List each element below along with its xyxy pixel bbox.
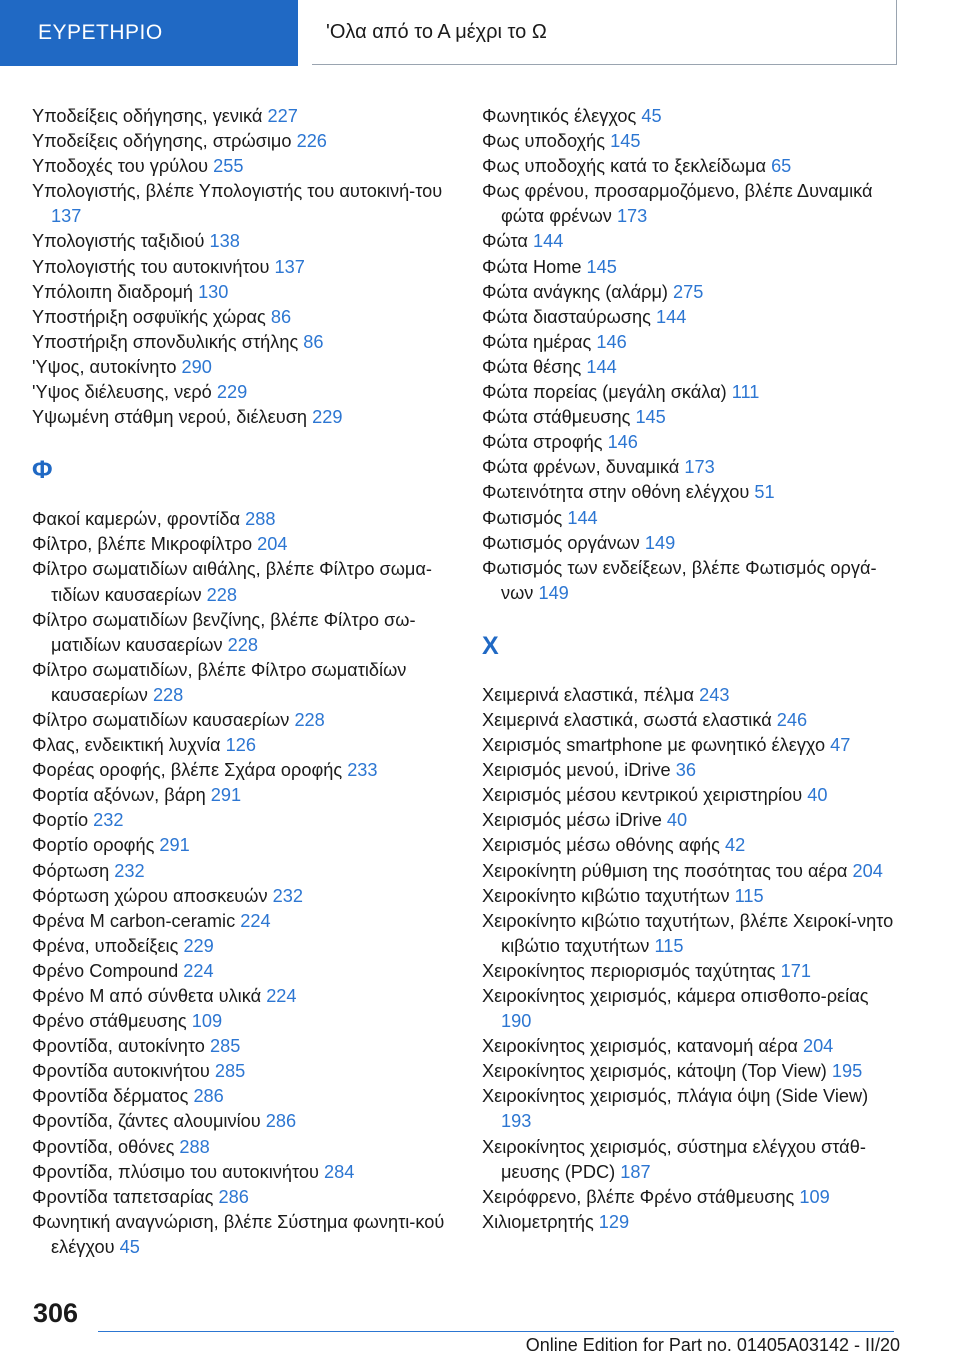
entry-term: Φωτισμός	[482, 507, 563, 528]
page-reference-link[interactable]: 145	[610, 131, 641, 152]
index-entry	[482, 229, 902, 254]
index-entry	[32, 758, 452, 783]
page-reference-link[interactable]: 45	[119, 1236, 140, 1257]
index-entry	[482, 280, 902, 305]
entry-term: Φροντίδα, ζάντες αλουμινίου	[32, 1111, 261, 1132]
page-reference-link[interactable]: 149	[538, 582, 569, 603]
page-reference-link[interactable]: 285	[210, 1036, 241, 1057]
entry-term: Φόρτωση χώρου αποσκευών	[32, 885, 268, 906]
index-entry	[32, 557, 452, 607]
entry-term: Φορέας οροφής, βλέπε Σχάρα οροφής	[32, 760, 343, 781]
entry-term: Φωτισμός των ενδείξεων, βλέπε Φωτισμός οργά-νων	[482, 557, 877, 603]
page-reference-link[interactable]: 149	[644, 532, 676, 553]
page-reference-link[interactable]: 232	[114, 860, 145, 881]
page-reference-link[interactable]: 228	[206, 584, 238, 605]
index-entry	[482, 506, 902, 531]
page-reference-link[interactable]: 232	[272, 885, 303, 906]
page-reference-link[interactable]: 40	[666, 810, 688, 831]
index-entry	[32, 708, 452, 733]
page-reference-link[interactable]: 115	[654, 935, 684, 956]
page-reference-link[interactable]: 86	[270, 306, 292, 327]
page-reference-link[interactable]: 145	[635, 407, 666, 428]
index-entry	[482, 330, 902, 355]
index-entry	[32, 380, 452, 405]
entry-term: Φωνητικός έλεγχος	[482, 106, 637, 126]
entry-term: 'Υψος διέλευσης, νερό	[32, 382, 212, 403]
entry-term: Φώτα στάθμευσης	[482, 407, 631, 428]
index-entry	[482, 380, 902, 405]
entry-term: Φώτα ημέρας	[482, 331, 592, 352]
entry-term: Χειρισμός μενού, iDrive	[482, 760, 671, 781]
page-reference-link[interactable]: 193	[501, 1111, 532, 1132]
page-reference-link[interactable]: 109	[799, 1186, 830, 1207]
page-reference-link[interactable]: 65	[771, 156, 792, 177]
page-reference-link[interactable]: 204	[257, 534, 288, 555]
index-entry	[482, 430, 902, 455]
entry-term: Φωνητική αναγνώριση, βλέπε Σύστημα φωνητι-κού ελέγχου	[32, 1211, 445, 1257]
page-reference-link[interactable]: 291	[159, 835, 190, 856]
page-number: 306	[33, 1298, 79, 1328]
page-reference-link[interactable]: 229	[183, 935, 214, 956]
index-entry	[32, 808, 452, 833]
index-entry	[32, 959, 452, 984]
page-reference-link[interactable]: 47	[830, 735, 851, 756]
index-entry	[32, 1210, 452, 1260]
index-entry	[32, 859, 452, 884]
a-to-z-tab[interactable]: 'Ολα από το Α μέχρι το Ω	[312, 0, 897, 65]
index-entry	[32, 1185, 452, 1210]
entry-term: Φως υποδοχής	[482, 131, 606, 152]
entry-term: Φώτα διασταύρωσης	[482, 306, 651, 327]
index-entry	[32, 783, 452, 808]
page-reference-link[interactable]: 255	[213, 156, 244, 177]
entry-term: Φορτίο οροφής	[32, 835, 155, 856]
index-entry	[482, 154, 902, 179]
entry-term: Υποδοχές του γρύλου	[32, 156, 209, 177]
page-reference-link[interactable]: 228	[152, 684, 184, 705]
entry-term: Φροντίδα αυτοκινήτου	[32, 1061, 210, 1082]
index-entry	[32, 1135, 452, 1160]
entry-term: Φώτα πορείας (μεγάλη σκάλα)	[482, 382, 727, 403]
entry-term: Χειρισμός μέσω οθόνης αφής	[482, 835, 720, 856]
entry-term: Φίλτρο σωματιδίων, βλέπε Φίλτρο σωματιδίων καυσαερίων	[32, 659, 407, 705]
entry-term: Φροντίδα, οθόνες	[32, 1136, 175, 1157]
index-entry	[482, 531, 902, 556]
page-reference-link[interactable]: 187	[620, 1161, 651, 1182]
page-reference-link[interactable]: 291	[210, 785, 242, 806]
index-entry	[482, 808, 902, 833]
page-reference-link[interactable]: 204	[852, 860, 883, 881]
page-reference-link[interactable]: 36	[675, 760, 696, 781]
entry-term: Χειροκίνητος χειρισμός, κατανομή αέρα	[482, 1036, 798, 1057]
entry-term: Χειροκίνητος χειρισμός, κάμερα οπισθοπο-ρείας	[482, 986, 869, 1006]
entry-term: Φώτα στροφής	[482, 432, 603, 453]
entry-term: Υπόλοιπη διαδρομή	[32, 281, 193, 302]
page-reference-link[interactable]: 173	[684, 457, 715, 478]
index-entry	[32, 984, 452, 1009]
entry-term: Φρένα, υποδείξεις	[32, 935, 179, 956]
index-entry	[482, 255, 902, 280]
index-entry	[482, 1185, 902, 1210]
index-entry	[32, 280, 452, 305]
index-entry	[482, 1034, 902, 1059]
entry-term: Χειρισμός μέσου κεντρικού χειριστηρίου	[482, 785, 803, 806]
index-entry	[32, 1009, 452, 1034]
page-reference-link[interactable]: 45	[641, 106, 662, 126]
index-entry	[482, 455, 902, 480]
index-entry	[482, 708, 902, 733]
entry-term: Χειροκίνητο κιβώτιο ταχυτήτων	[482, 885, 730, 906]
index-entry	[482, 984, 902, 1034]
entry-term: Φως υποδοχής κατά το ξεκλείδωμα	[482, 156, 766, 177]
index-entry	[32, 884, 452, 909]
index-entry	[482, 305, 902, 330]
entry-term: Φακοί καμερών, φροντίδα	[32, 509, 241, 530]
page-reference-link[interactable]: 285	[214, 1061, 246, 1082]
index-entry	[482, 884, 902, 909]
index-entry	[482, 355, 902, 380]
index-entry	[482, 1210, 902, 1235]
entry-term: 'Υψος, αυτοκίνητο	[32, 356, 177, 377]
page-reference-link[interactable]: 227	[267, 106, 298, 126]
index-entry	[482, 909, 902, 959]
page-reference-link[interactable]: 126	[225, 735, 256, 756]
page-reference-link[interactable]: 145	[586, 256, 617, 277]
page-reference-link[interactable]: 204	[802, 1036, 834, 1057]
entry-term: Φίλτρο σωματιδίων αιθάλης, βλέπε Φίλτρο σωμα-τιδίων καυσαερίων	[32, 559, 432, 605]
index-entry	[482, 959, 902, 984]
page-reference-link[interactable]: 137	[51, 206, 82, 227]
entry-term: Φίλτρο, βλέπε Μικροφίλτρο	[32, 534, 253, 555]
edition-note: Online Edition for Part no. 01405A03142 - II/20	[525, 1335, 900, 1355]
entry-term: Φώτα φρένων, δυναμικά	[482, 457, 680, 478]
entry-term: Φως φρένου, προσαρμοζόμενο, βλέπε Δυναμικά φώτα φρένων	[482, 181, 873, 227]
index-entry	[32, 255, 452, 280]
page-reference-link[interactable]: 115	[734, 885, 764, 906]
page-reference-link[interactable]: 275	[673, 281, 704, 302]
index-entry	[482, 733, 902, 758]
index-entry	[32, 833, 452, 858]
page-reference-link[interactable]: 286	[218, 1186, 249, 1207]
index-entry	[32, 608, 452, 658]
entry-term: Υποστήριξη σπονδυλικής στήλης	[32, 331, 299, 352]
index-entry	[32, 229, 452, 254]
entry-term: Χειροκίνητος περιορισμός ταχύτητας	[482, 960, 776, 981]
index-entry	[32, 1084, 452, 1109]
page-reference-link[interactable]: 40	[807, 785, 828, 806]
page-reference-link[interactable]: 109	[191, 1011, 223, 1032]
index-entry	[32, 154, 452, 179]
page-reference-link[interactable]: 229	[216, 382, 248, 403]
page-reference-link[interactable]: 233	[347, 760, 378, 781]
index-entry	[482, 1059, 902, 1084]
entry-term: Φώτα ανάγκης (αλάρμ)	[482, 281, 668, 302]
index-entry	[482, 480, 902, 505]
index-entry	[482, 859, 902, 884]
entry-term: Φίλτρο σωματιδίων καυσαερίων	[32, 709, 290, 730]
entry-term: Υποδείξεις οδήγησης, στρώσιμο	[32, 131, 292, 152]
index-entry	[32, 305, 452, 330]
index-entry	[482, 758, 902, 783]
index-entry	[32, 179, 452, 229]
page-reference-link[interactable]: 144	[532, 231, 564, 252]
index-entry	[32, 733, 452, 758]
entry-term: Φόρτωση	[32, 860, 110, 881]
page-reference-link[interactable]: 286	[193, 1086, 224, 1107]
page-reference-link[interactable]: 129	[598, 1211, 630, 1232]
page-reference-link[interactable]: 224	[240, 910, 271, 931]
index-entry	[482, 556, 902, 606]
index-entry	[482, 179, 902, 229]
entry-term: Υπολογιστής του αυτοκινήτου	[32, 256, 270, 277]
page-reference-link[interactable]: 284	[324, 1161, 355, 1182]
entry-term: Χειροκίνητος χειρισμός, κάτοψη (Top View)	[482, 1061, 827, 1082]
index-entry	[482, 783, 902, 808]
entry-term: Υψωμένη στάθμη νερού, διέλευση	[32, 407, 308, 428]
page-reference-link[interactable]: 224	[266, 986, 297, 1006]
entry-term: Φρένο Compound	[32, 960, 179, 981]
entry-term: Φρένο M από σύνθετα υλικά	[32, 986, 262, 1006]
page-reference-link[interactable]: 290	[181, 356, 212, 377]
page-reference-link[interactable]: 51	[754, 482, 775, 503]
index-entry	[482, 683, 902, 708]
index-entry	[32, 658, 452, 708]
page-reference-link[interactable]: 42	[725, 835, 746, 856]
entry-term: Φωτισμός οργάνων	[482, 532, 640, 553]
index-entry	[482, 833, 902, 858]
entry-term: Χειρισμός μέσω iDrive	[482, 810, 662, 831]
index-entry	[32, 129, 452, 154]
index-entry	[482, 104, 902, 129]
entry-term: Φώτα Home	[482, 256, 582, 277]
entry-term: Υποστήριξη οσφυϊκής χώρας	[32, 306, 266, 327]
entry-term: Χιλιομετρητής	[482, 1211, 594, 1232]
entry-term: Φρένο στάθμευσης	[32, 1011, 187, 1032]
index-entry	[32, 1109, 452, 1134]
index-entry	[482, 405, 902, 430]
page-reference-link[interactable]: 226	[296, 131, 327, 152]
entry-term: Χειμερινά ελαστικά, πέλμα	[482, 684, 695, 705]
entry-term: Φώτα θέσης	[482, 356, 582, 377]
page-reference-link[interactable]: 137	[274, 256, 305, 277]
header-bar	[0, 0, 960, 66]
page-reference-link[interactable]: 173	[616, 206, 648, 227]
entry-term: Φλας, ενδεικτική λυχνία	[32, 735, 221, 756]
index-entry	[32, 507, 452, 532]
index-entry	[482, 1135, 902, 1185]
entry-term: Φίλτρο σωματιδίων βενζίνης, βλέπε Φίλτρο σω-ματιδίων καυσαερίων	[32, 609, 416, 655]
page-reference-link[interactable]: 228	[227, 634, 259, 655]
page-reference-link[interactable]: 288	[245, 509, 276, 530]
index-entry	[32, 909, 452, 934]
entry-term: Χειμερινά ελαστικά, σωστά ελαστικά	[482, 709, 772, 730]
entry-term: Φροντίδα, αυτοκίνητο	[32, 1036, 205, 1057]
page-reference-link[interactable]: 288	[179, 1136, 210, 1157]
page-reference-link[interactable]: 286	[265, 1111, 297, 1132]
page-reference-link[interactable]: 144	[567, 507, 598, 528]
page-reference-link[interactable]: 144	[586, 356, 617, 377]
page-reference-link[interactable]: 130	[198, 281, 229, 302]
page-reference-link[interactable]: 243	[699, 684, 730, 705]
index-entry	[32, 934, 452, 959]
entry-term: Φροντίδα ταπετσαρίας	[32, 1186, 214, 1207]
index-entry	[32, 1160, 452, 1185]
entry-term: Χειρόφρενο, βλέπε Φρένο στάθμευσης	[482, 1186, 795, 1207]
page-reference-link[interactable]: 195	[831, 1061, 863, 1082]
entry-term: Χειρισμός smartphone με φωνητικό έλεγχο	[482, 735, 826, 756]
entry-term: Υποδείξεις οδήγησης, γενικά	[32, 106, 263, 126]
index-entry	[32, 532, 452, 557]
page-reference-link[interactable]: 228	[294, 709, 325, 730]
page-reference-link[interactable]: 246	[776, 709, 808, 730]
entry-term: Φωτεινότητα στην οθόνη ελέγχου	[482, 482, 750, 503]
entry-term: Υπολογιστής, βλέπε Υπολογιστής του αυτοκινή-του	[32, 181, 443, 202]
entry-term: Φώτα	[482, 231, 528, 252]
index-entry	[482, 1084, 902, 1134]
section-heading: Φ	[32, 456, 53, 485]
index-entry	[482, 129, 902, 154]
entry-term: Χειροκίνητος χειρισμός, σύστημα ελέγχου στάθ-μευσης (PDC)	[482, 1136, 866, 1182]
index-entry	[32, 1034, 452, 1059]
entry-term: Χειροκίνητος χειρισμός, πλάγια όψη (Side View)	[482, 1086, 869, 1107]
entry-term: Φροντίδα δέρματος	[32, 1086, 189, 1107]
index-entry	[32, 1059, 452, 1084]
entry-term: Χειροκίνητη ρύθμιση της ποσότητας του αέρα	[482, 860, 848, 881]
entry-term: Φροντίδα, πλύσιμο του αυτοκινήτου	[32, 1161, 319, 1182]
page-reference-link[interactable]: 138	[209, 231, 240, 252]
index-entry	[32, 330, 452, 355]
index-entry	[32, 104, 452, 129]
entry-term: Φορτίο	[32, 810, 89, 831]
entry-term: Φρένα M carbon-ceramic	[32, 910, 236, 931]
page-reference-link[interactable]: 229	[312, 407, 343, 428]
page-reference-link[interactable]: 146	[596, 331, 627, 352]
page-reference-link[interactable]: 171	[780, 960, 811, 981]
index-tab[interactable]: ΕΥΡΕΤΗΡΙΟ	[0, 0, 298, 66]
page-reference-link[interactable]: 232	[93, 810, 124, 831]
entry-term: Χειροκίνητο κιβώτιο ταχυτήτων, βλέπε Χειροκί-νητο κιβώτιο ταχυτήτων	[482, 910, 894, 956]
entry-term: Φορτία αξόνων, βάρη	[32, 785, 206, 806]
page-reference-link[interactable]: 190	[501, 1011, 532, 1032]
page-reference-link[interactable]: 144	[655, 306, 687, 327]
section-heading: Χ	[482, 631, 499, 660]
index-column-left	[32, 104, 452, 1260]
page-reference-link[interactable]: 224	[183, 960, 214, 981]
index-column-right	[482, 104, 902, 1235]
index-entry	[32, 355, 452, 380]
page-reference-link[interactable]: 146	[607, 432, 638, 453]
page-reference-link[interactable]: 86	[303, 331, 324, 352]
footer-divider	[98, 1331, 894, 1332]
entry-term: Υπολογιστής ταξιδιού	[32, 231, 205, 252]
index-entry	[32, 405, 452, 430]
page-reference-link[interactable]: 111	[731, 382, 760, 403]
